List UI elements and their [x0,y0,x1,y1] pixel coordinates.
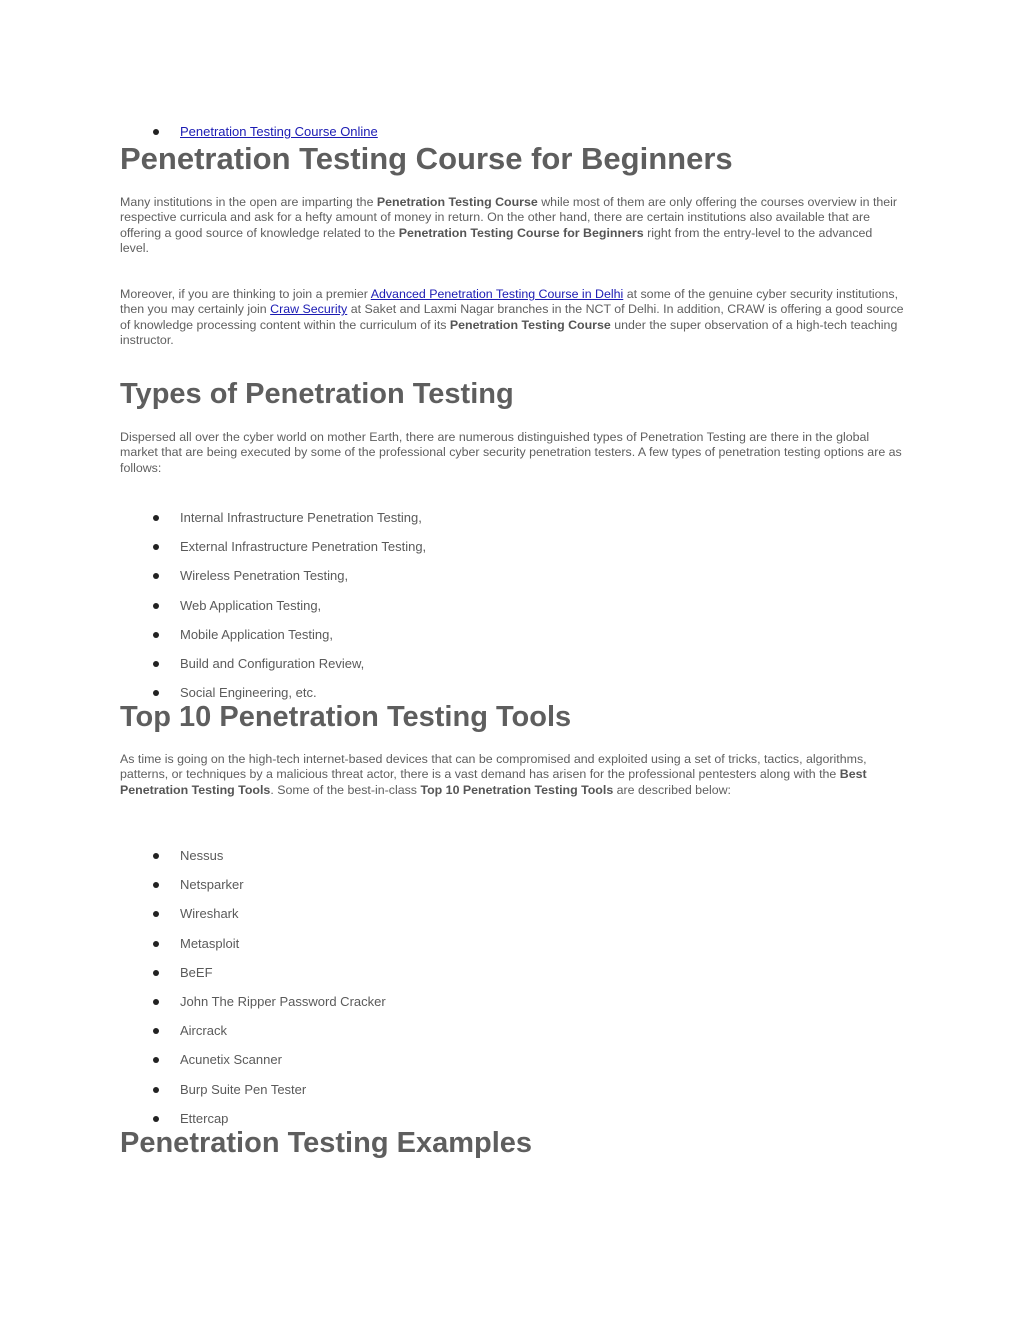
list-item-text: Netsparker [180,877,244,893]
list-item-text: Metasploit [180,935,240,951]
section-heading-tools: Top 10 Penetration Testing Tools [120,701,572,733]
list-item-text: External Infrastructure Penetration Testing, [180,539,427,555]
bullet-icon [153,1028,159,1034]
list-item-text: Aircrack [180,1023,227,1039]
list-item-text: Internal Infrastructure Penetration Testing, [180,510,422,525]
list-item-text: Social Engineering, etc. [180,685,317,701]
list-item-text: Burp Suite Pen Tester [180,1081,307,1097]
bullet-icon [153,970,159,976]
bullet-icon [153,1057,159,1063]
advanced-course-link[interactable]: Advanced Penetration Testing Course in Delhi [370,287,624,301]
section-heading-examples: Penetration Testing Examples [120,1127,533,1159]
tools-paragraph: As time is going on the high-tech internet-based devices that can be compromised and exploited using a set of tricks, tactics, algorithms, patterns, or techniques by a malicious threat actor, there is a vast demand has arisen for the professional pentesters along with the Best Penetration Testing Tools. Some of the best-in-class Top 10 Penetration Testing Tools are described below: [120,752,867,797]
list-item-text: Build and Configuration Review, [180,656,365,671]
section-heading-types: Types of Penetration Testing [120,378,514,410]
list-item-text: Web Application Testing, [180,597,322,613]
bullet-icon [153,1116,159,1122]
bullet-icon [153,515,159,521]
bullet-icon [153,603,159,609]
bullet-icon [153,632,159,638]
page-title: Penetration Testing Course for Beginners [120,141,733,176]
bullet-icon [153,129,159,135]
list-item-text: Acunetix Scanner [180,1052,282,1068]
bullet-icon [153,882,159,888]
list-item-text: John The Ripper Password Cracker [180,994,386,1009]
moreover-paragraph: Moreover, if you are thinking to join a premier Advanced Penetration Testing Course in Delhi at some of the genuine cyber security institutions, then you may certainly join Craw Security at Saket and Laxmi Nagar branches in the NCT of Delhi. In addition, CRAW is offering a good source of knowledge processing content within the curriculum of its Penetration Testing Course under the super observation of a high-tech teaching instructor. [120,287,904,348]
list-item-text: Nessus [180,848,224,863]
craw-security-link[interactable]: Craw Security [270,302,348,317]
bullet-icon [153,573,159,579]
bullet-icon [153,690,159,696]
bullet-icon [153,544,159,550]
bullet-icon [153,1087,159,1093]
course-online-link[interactable]: Penetration Testing Course Online [180,124,378,139]
list-item-text: Mobile Application Testing, [180,626,333,642]
list-item-text: Wireshark [180,906,239,922]
list-item-text: BeEF [180,964,213,980]
bullet-icon [153,999,159,1005]
bullet-icon [153,941,159,947]
list-item-text: Ettercap [180,1110,229,1126]
types-paragraph: Dispersed all over the cyber world on mother Earth, there are numerous distinguished types of Penetration Testing are there in the global market that are being executed by some of the professional cyber security penetration testers. A few types of penetration testing options are as follows: [120,430,902,475]
bullet-icon [153,853,159,859]
intro-paragraph: Many institutions in the open are imparting the Penetration Testing Course while most of them are only offering the courses overview in their respective curricula and ask for a hefty amount of money in return. On the other hand, there are certain institutions also available that are offering a good source of knowledge related to the Penetration Testing Course for Beginners right from the entry-level to the advanced level. [120,195,898,256]
list-item-text: Wireless Penetration Testing, [180,568,349,584]
bullet-icon [153,911,159,917]
bullet-icon [153,661,159,667]
